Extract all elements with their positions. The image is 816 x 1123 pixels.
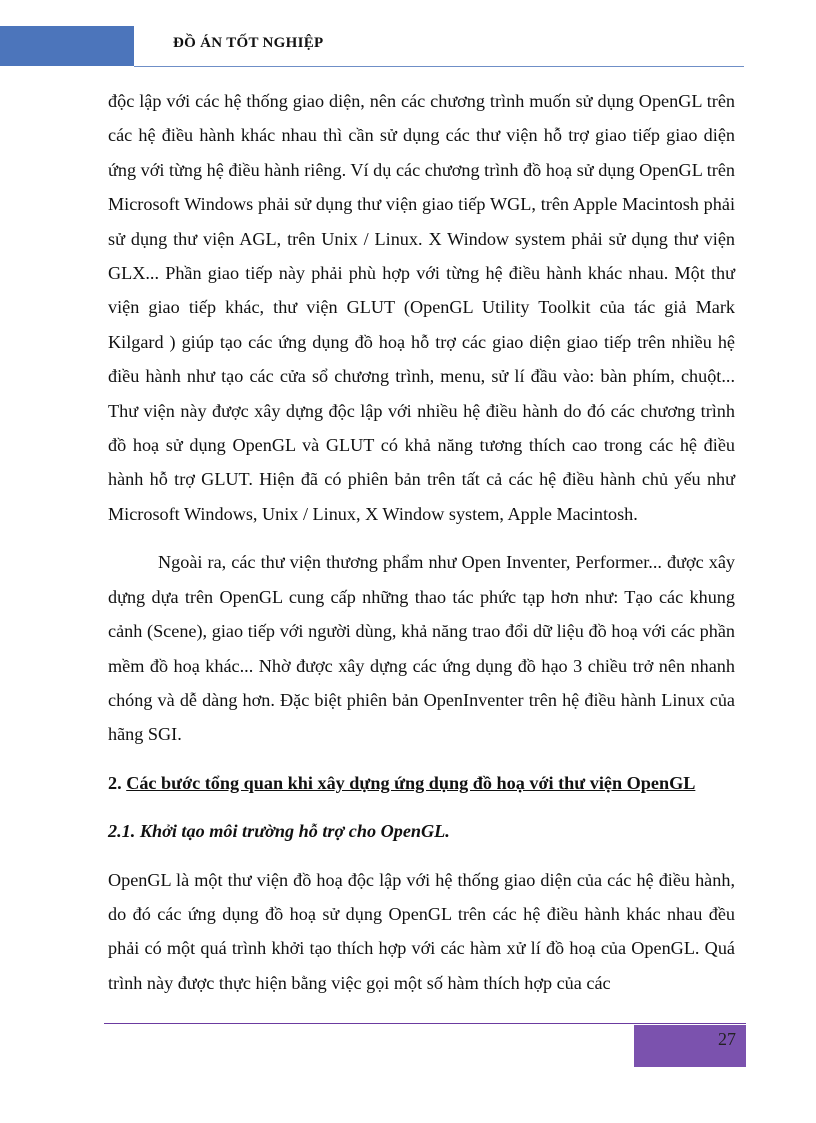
page-number-box: [634, 1025, 746, 1067]
header-accent-block: [0, 26, 134, 66]
section-title: Các bước tổng quan khi xây dựng ứng dụng đồ hoạ với thư viện OpenGL: [126, 772, 696, 793]
body-paragraph: Ngoài ra, các thư viện thương phẩm như Open Inventer, Performer... được xây dựng dựa trên OpenGL cung cấp những thao tác phức tạp hơn như: Tạo các khung cảnh (Scene), giao tiếp với người dùng, khả năng trao đổi dữ liệu đồ hoạ với các phần mềm đồ hoạ khác... Nhờ được xây dựng các ứng dụng đồ hạo 3 chiều trở nên nhanh chóng và dễ dàng hơn. Đặc biệt phiên bản OpenInventer trên hệ điều hành Linux của hãng SGI.: [108, 552, 735, 745]
page-number: 27: [718, 1029, 736, 1049]
subsection-heading: 2.1. Khởi tạo môi trường hỗ trợ cho OpenGL.: [108, 821, 450, 842]
footer-rule: [104, 1023, 746, 1024]
page-content: [108, 84, 735, 1000]
body-paragraph: OpenGL là một thư viện đồ hoạ độc lập với hệ thống giao diện của các hệ điều hành, do đó các ứng dụng đồ hoạ sử dụng OpenGL trên các hệ điều hành khác nhau đều phải có một quá trình khởi tạo thích hợp với các hàm xử lí đồ hoạ của OpenGL. Quá trình này được thực hiện bằng việc gọi một số hàm thích hợp của các: [108, 869, 735, 993]
section-heading: [108, 766, 735, 800]
header-rule: [134, 66, 744, 67]
header-title: ĐỒ ÁN TỐT NGHIỆP: [173, 35, 324, 51]
section-number: 2.: [108, 772, 122, 793]
body-paragraph: độc lập với các hệ thống giao diện, nên các chương trình muốn sử dụng OpenGL trên các hệ điều hành khác nhau thì cần sử dụng các thư viện hỗ trợ giao tiếp giao diện ứng với từng hệ điều hành riêng. Ví dụ các chương trình đồ hoạ sử dụng OpenGL trên Microsoft Windows phải sử dụng thư viện giao tiếp WGL, trên Apple Macintosh phải sử dụng thư viện AGL, trên Unix / Linux. X Window system phải sử dụng thư viện GLX... Phần giao tiếp này phải phù hợp với từng hệ điều hành khác nhau. Một thư viện giao tiếp khác, thư viện GLUT (OpenGL Utility Toolkit của tác giả Mark Kilgard ) giúp tạo các ứng dụng đồ hoạ hỗ trợ các giao diện giao tiếp trên nhiều hệ điều hành như tạo các cửa sổ chương trình, menu, sử lí đầu vào: bàn phím, chuột... Thư viện này được xây dựng độc lập với nhiều hệ điều hành do đó các chương trình đồ hoạ sử dụng OpenGL và GLUT có khả năng tương thích cao trong các hệ điều hành hỗ trợ GLUT. Hiện đã có phiên bản trên tất cả các hệ điều hành chủ yếu như Microsoft Windows, Unix / Linux, X Window system, Apple Macintosh.: [108, 91, 735, 524]
